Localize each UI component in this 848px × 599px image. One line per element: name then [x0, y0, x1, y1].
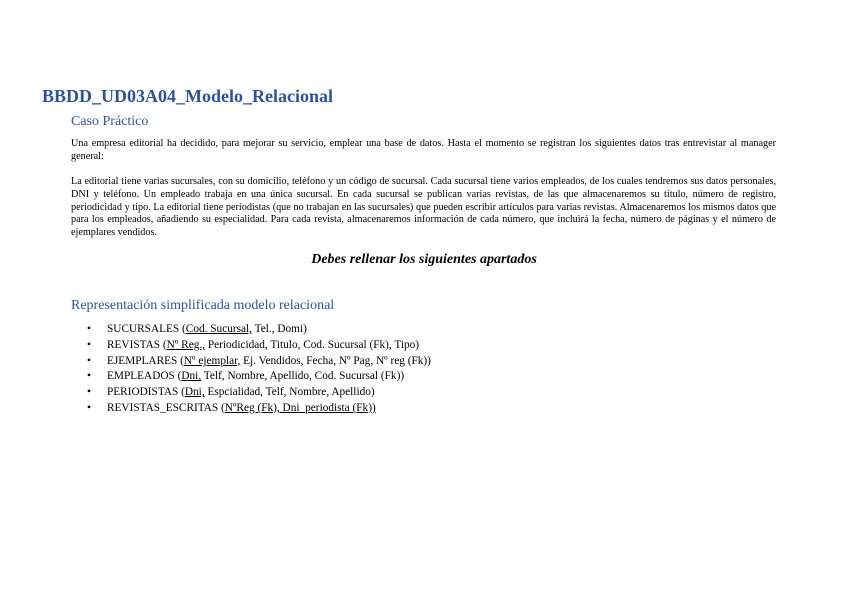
relation-name: SUCURSALES ( [107, 323, 186, 335]
relation-item-revistas-escritas [87, 401, 431, 417]
bullet-icon: • [87, 354, 91, 367]
bullet-icon: • [87, 386, 91, 399]
relation-attributes: Ej. Vendidos, Fecha, Nº Pag, Nº reg (Fk)) [240, 354, 431, 367]
intro-paragraph: Una empresa editorial ha decidido, para mejorar su servicio, emplear una base de datos. Hasta el momento se registran los siguientes datos tras entrevistar al manager general: [71, 138, 776, 162]
relation-name: PERIODISTAS ( [107, 386, 185, 399]
model-heading: Representación simplificada modelo relacional [71, 298, 335, 313]
primary-key: Dni, [184, 386, 205, 399]
relation-name: REVISTAS ( [107, 338, 167, 351]
relation-attributes: Espcialidad, Telf, Nombre, Apellido) [204, 386, 375, 399]
relation-name: REVISTAS_ESCRITAS ( [107, 401, 225, 414]
primary-key: Cod. Sucursal, [185, 323, 252, 335]
primary-key: Nº Reg., [166, 338, 206, 351]
primary-key: NºReg (Fk), Dni_periodista (Fk)) [224, 401, 376, 414]
bullet-icon: • [87, 401, 91, 414]
primary-key: Nº ejemplar, [183, 354, 241, 367]
relation-attributes: Periodicidad, Titulo, Cod. Sucursal (Fk), Tipo) [205, 338, 420, 351]
primary-key: Dni, [181, 370, 202, 383]
relation-item-periodistas [87, 385, 431, 401]
relation-item-ejemplares [87, 354, 431, 370]
relations-list [87, 322, 431, 417]
relation-item-revistas [87, 338, 431, 354]
relation-name: EMPLEADOS ( [107, 370, 182, 383]
description-paragraph: La editorial tiene varias sucursales, con su domicilio, teléfono y un código de sucursal. Cada sucursal tiene varios empleados, de los cuales tendremos sus datos personales, DNI y teléfono. Un empleado trabaja en una única sucursal. En cada sucursal se publican varias revistas, de las que almacenaremos su título, número de registro, periodicidad y tipo. La editorial tiene periodistas (que no trabajan en las sucursales) que pueden escribir artículos para varias revistas. Almacenaremos los mismos datos que para los empleados, añadiendo su especialidad. Para cada revista, almacenaremos información de cada número, que incluirá la fecha, número de páginas y el número de ejemplares vendidos. [71, 176, 776, 239]
relation-attributes: Telf, Nombre, Apellido, Cod. Sucursal (Fk)) [201, 370, 405, 383]
bullet-icon: • [87, 370, 91, 383]
relation-item-sucursales [87, 322, 431, 338]
document-title: BBDD_UD03A04_Modelo_Relacional [42, 86, 333, 106]
bullet-icon: • [87, 323, 91, 335]
relation-item-empleados [87, 369, 431, 385]
relation-attributes: Tel., Domi) [252, 323, 307, 335]
instruction-text: Debes rellenar los siguientes apartados [311, 252, 537, 267]
case-heading: Caso Práctico [71, 114, 149, 129]
relation-name: EJEMPLARES ( [107, 354, 184, 367]
bullet-icon: • [87, 338, 91, 351]
